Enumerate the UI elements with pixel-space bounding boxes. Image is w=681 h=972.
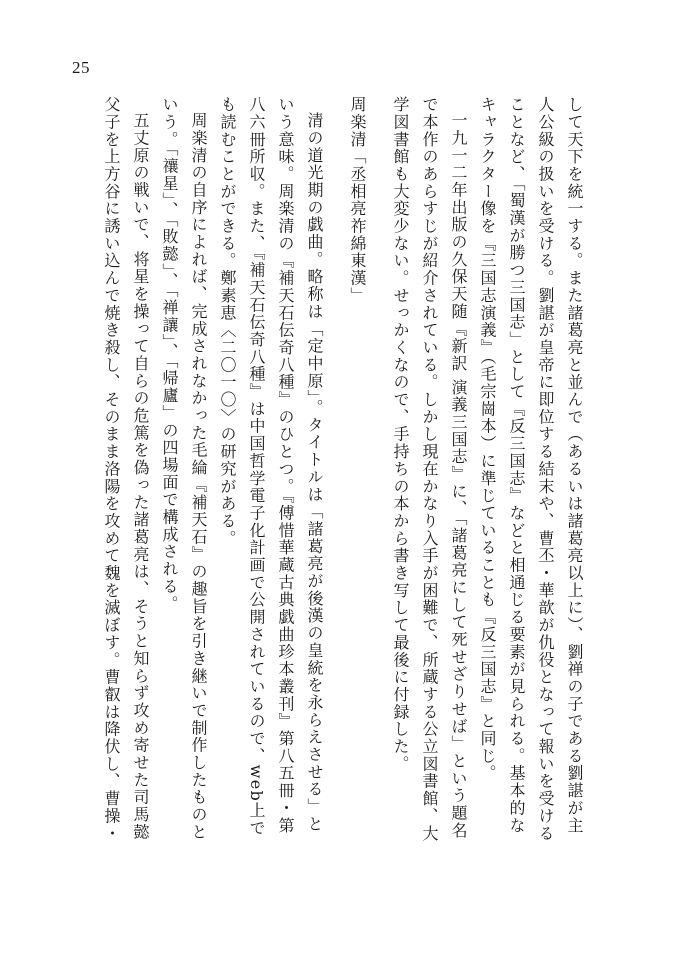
text-line: して天下を統一する。また諸葛亮と並んで（あるいは諸葛亮以上に）、劉禅の子である劉諶が主: [565, 96, 584, 835]
text-line: 周楽清の自序によれば、完成されなかった毛綸『補天石』の趣旨を引き継いで制作したものと: [189, 112, 208, 841]
text-line: 八六冊所収。また、『補天石伝奇八種』は中国哲学電子化計画で公開されているので、web上で: [247, 96, 266, 837]
text-line: 人公級の扱いを受ける。劉諶が皇帝に即位する結末や、曹丕・華歆が仇役となって報いを受ける: [536, 96, 555, 843]
text-line: で本作のあらすじが紹介されている。しかし現在かなり入手が困難で、所蔵する公立図書館、大: [420, 96, 439, 843]
text-line: ことなど、「蜀漢が勝つ三国志」として『反三国志』などと相通じる要素が見られる。基本的な: [507, 96, 526, 835]
text-line: 父子を上方谷に誘い込んで焼き殺し、そのまま洛陽を攻めて魏を滅ぼす。曹叡は降伏し、曹操・: [102, 96, 121, 843]
text-line: 五丈原の戦いで、将星を操って自らの危篤を偽った諸葛亮は、そうと知らず攻め寄せた司馬懿: [131, 112, 150, 841]
text-line: 清の道光期の戯曲。略称は「定中原」。タイトルは「諸葛亮が後漢の皇統を永らえさせる」と: [305, 112, 324, 833]
text-line: キャラクター像を『三国志演義』（毛宗崗本）に準じていることも『反三国志』と同じ。: [478, 96, 497, 782]
text-line: 学図書館も大変少ない。せっかくなので、手持ちの本から書き写して最後に付録した。: [391, 96, 410, 773]
page-number: 25: [72, 58, 90, 77]
vertical-body-text: [69, 96, 589, 876]
section-heading: 周楽清「丞相亮祚綿東漢」: [348, 96, 367, 305]
text-line: いう意味。周楽清の『補天石伝奇八種』のひとつ。『傅惜華蔵古典戯曲珍本叢刊』第八五冊・第: [276, 96, 295, 835]
text-line: いう。「禳星」、「敗懿」、「禅讓」、「帰廬」の四場面で構成される。: [160, 96, 179, 613]
text-line: も読むことができる。鄭素恵〈二〇一〇〉の研究がある。: [218, 96, 237, 548]
text-line: 一九一二年出版の久保天随『新訳 演義三国志』に、「諸葛亮にして死せざりせば」という題名: [449, 112, 468, 840]
